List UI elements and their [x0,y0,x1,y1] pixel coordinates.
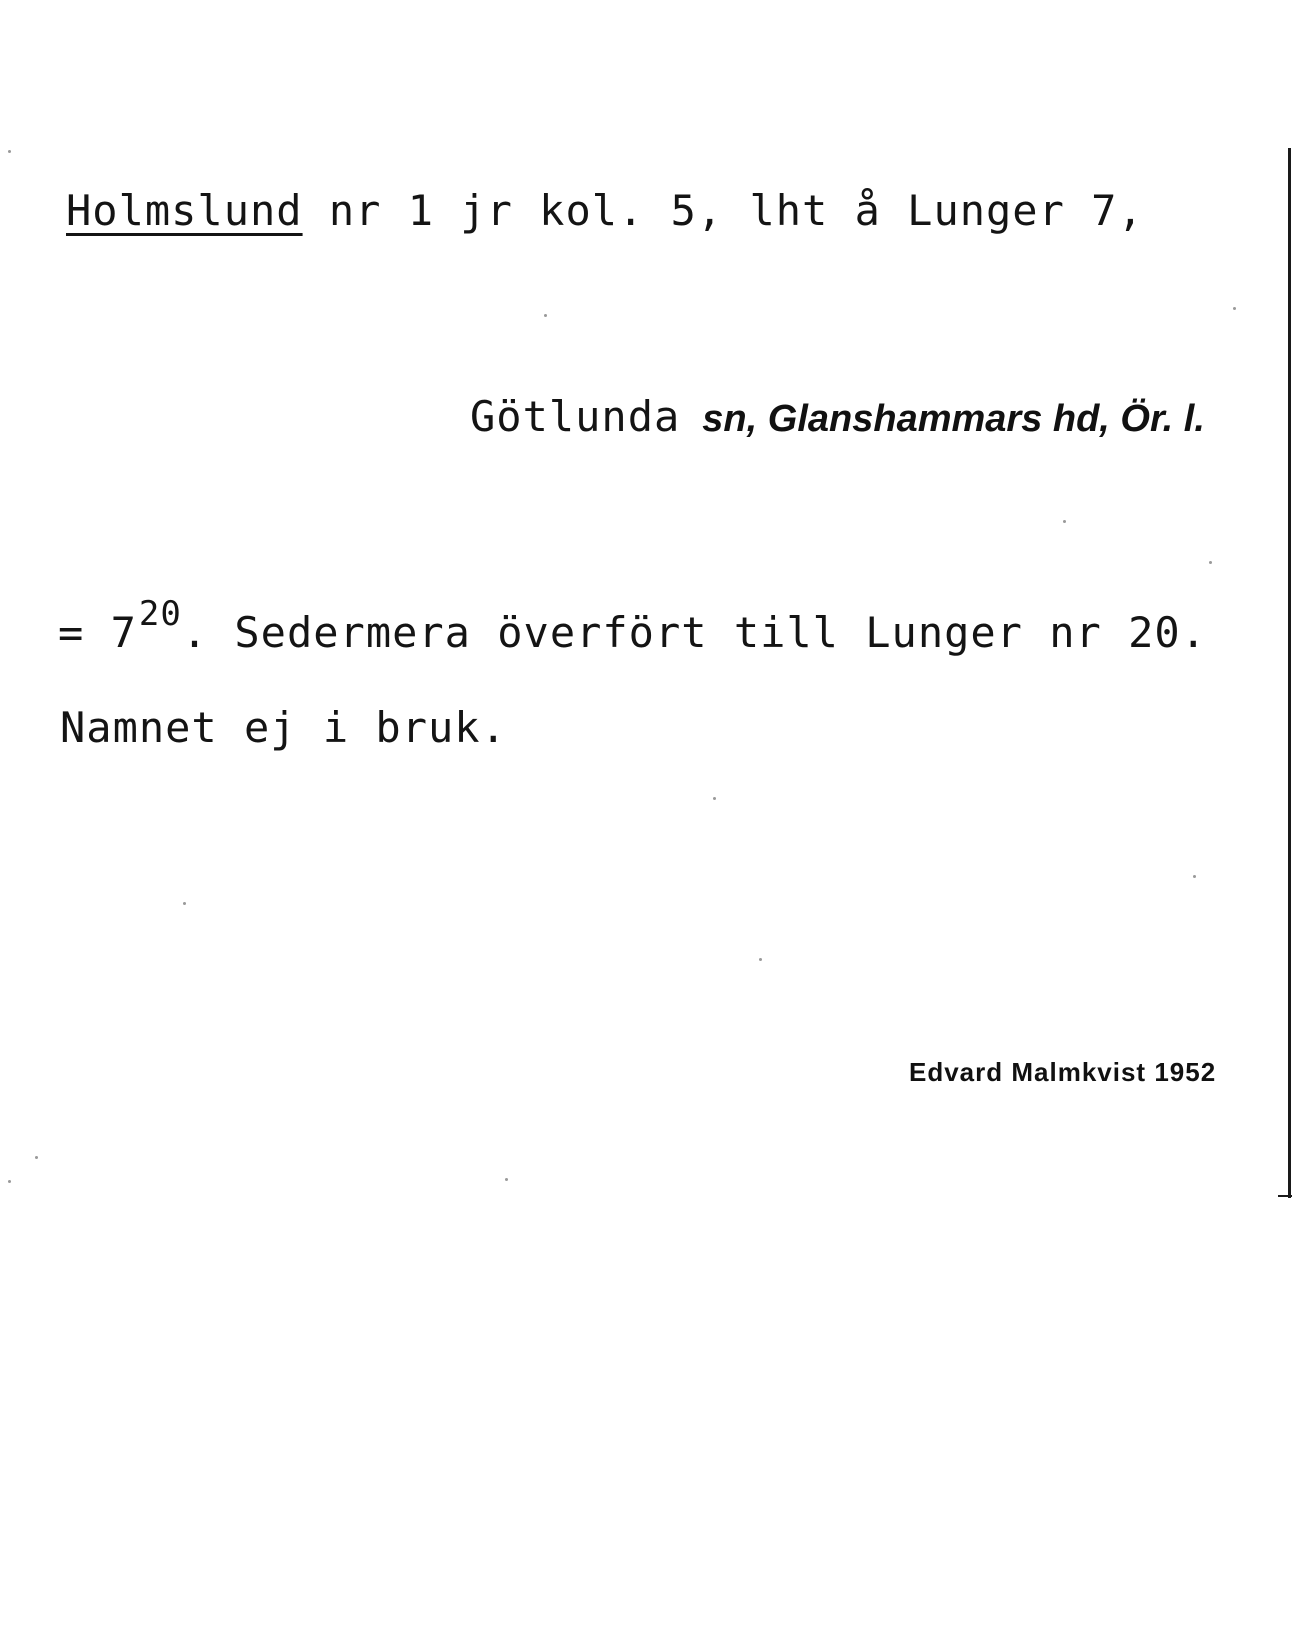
signature-stamp: Edvard Malmkvist 1952 [909,1057,1217,1087]
note-text: . Sedermera överfört till Lunger nr 20. [181,608,1207,657]
speck [1209,561,1212,564]
card-bottom-corner [1278,1195,1292,1197]
speck [8,150,11,153]
speck [713,797,716,800]
parish-name: Götlunda [470,392,681,441]
place-name-headword: Holmslund [66,186,303,235]
speck [759,958,762,961]
speck [35,1156,38,1159]
entry-line [66,186,1144,235]
entry-line-text: nr 1 jr kol. 5, lht å Lunger 7, [302,186,1144,235]
card-right-edge [1288,148,1291,1198]
printed-district: sn, Glanshammars hd, Ör. l. [702,398,1205,440]
speck [1063,520,1066,523]
speck [544,314,547,317]
note-line [58,594,1207,657]
note-superscript: 20 [138,594,182,634]
speck [1193,875,1196,878]
speck [505,1178,508,1181]
speck [183,902,186,905]
usage-note: Namnet ej i bruk. [60,703,507,752]
note-prefix: = 7 [58,608,137,657]
speck [1233,307,1236,310]
speck [8,1180,11,1183]
location-line [470,392,1205,441]
